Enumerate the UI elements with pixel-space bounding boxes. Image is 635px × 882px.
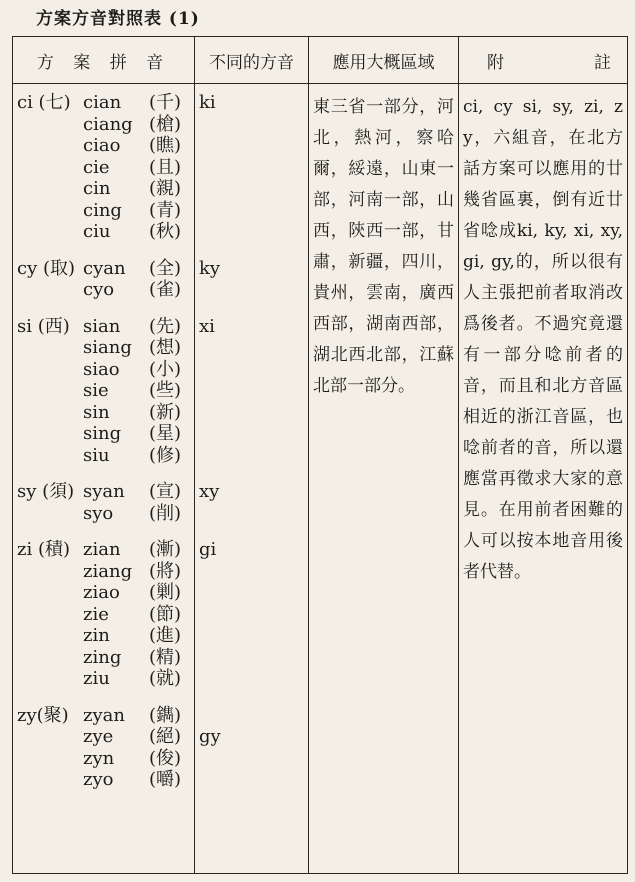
scheme-row [13, 402, 194, 424]
pinyin-spelling: zyn [83, 747, 115, 769]
pinyin-spelling: ciu [83, 221, 111, 242]
pinyin-spelling: zie [83, 603, 109, 625]
example-character: (削) [149, 502, 182, 524]
pinyin-spelling: sie [83, 380, 109, 401]
example-character: (剿) [149, 582, 182, 603]
initial-label: sy (須) [17, 481, 75, 502]
pinyin-spelling: siu [83, 444, 110, 466]
example-character: (宣) [149, 481, 182, 502]
example-character: (些) [149, 380, 182, 401]
dialect-sound: ki [199, 92, 216, 113]
pinyin-spelling: ziang [83, 560, 133, 582]
dialect-spacer [195, 402, 308, 424]
example-character: (絕) [149, 726, 182, 747]
example-character: (槍) [149, 113, 182, 135]
scheme-row [13, 539, 194, 561]
scheme-row [13, 769, 194, 791]
scheme-row [13, 258, 194, 280]
example-character: (全) [149, 257, 182, 279]
example-character: (星) [149, 423, 182, 444]
pinyin-spelling: cin [83, 178, 111, 199]
region-column [309, 84, 459, 874]
dialect-spacer [195, 135, 308, 157]
note-text: ci, cy si, sy, zi, zy，六組音，在北方話方案可以應用的廿幾省區裏，倒有近廿省唸成ki, ky, xi, xy, gi, gy,的，所以很有人主張把前者取消改爲後者。不過究竟還有一部分唸前者的音，而且和北方音區相近的浙江音區，也唸前者的音，所以還應當再徵求大家的意見。在用前者困難的人可以按本地音用後者代替。 [463, 97, 623, 582]
pinyin-spelling: zing [83, 646, 122, 668]
scheme-group [13, 481, 194, 524]
scheme-row [13, 668, 194, 690]
scheme-row [13, 380, 194, 402]
example-character: (秋) [149, 221, 182, 242]
header-note-label [459, 48, 627, 73]
pinyin-spelling: ciang [83, 113, 133, 135]
pinyin-spelling: syan [83, 481, 125, 502]
pinyin-spelling: siao [83, 358, 120, 380]
example-character: (瞧) [149, 135, 182, 156]
scheme-row [13, 561, 194, 583]
example-character: (雀) [149, 279, 182, 300]
scheme-row [13, 503, 194, 525]
example-character: (精) [149, 646, 182, 668]
dialect-sound: ky [199, 257, 221, 279]
dialect-group [195, 539, 308, 690]
scheme-row [13, 221, 194, 243]
dialect-group [195, 481, 308, 524]
dialect-spacer [195, 625, 308, 647]
pinyin-spelling: syo [83, 502, 114, 524]
pinyin-spelling: ciao [83, 135, 121, 156]
scheme-row [13, 604, 194, 626]
example-character: (千) [149, 92, 182, 113]
scheme-row [13, 359, 194, 381]
scheme-row [13, 316, 194, 338]
pinyin-spelling: siang [83, 337, 132, 358]
comparison-table [12, 36, 628, 874]
header-region [309, 37, 459, 84]
dialect-spacer [195, 604, 308, 626]
example-character: (進) [149, 625, 182, 646]
scheme-group [13, 92, 194, 243]
example-character: (親) [149, 178, 182, 199]
pinyin-spelling: zyo [83, 769, 114, 790]
page-title: 方案方音對照表 (1) [36, 9, 200, 29]
pinyin-spelling: sian [83, 315, 121, 337]
dialect-spacer [195, 582, 308, 604]
header-note-left: 附 [487, 52, 504, 73]
scheme-group [13, 258, 194, 301]
scheme-row [13, 445, 194, 467]
dialect-group [195, 258, 308, 301]
example-character: (小) [149, 358, 182, 380]
dialect-spacer [195, 423, 308, 445]
header-row [13, 37, 628, 84]
header-region-label: 應用大概區域 [332, 52, 435, 73]
dialect-spacer [195, 114, 308, 136]
dialect-sound: gi [199, 539, 217, 560]
initial-label: ci (七) [17, 92, 71, 113]
pinyin-spelling: cie [83, 156, 110, 178]
scheme-row [13, 481, 194, 503]
scheme-row [13, 200, 194, 222]
note-column [459, 84, 628, 874]
pinyin-spelling: cyan [83, 257, 126, 279]
scheme-row [13, 135, 194, 157]
dialect-spacer [195, 359, 308, 381]
pinyin-spelling: ziao [83, 582, 120, 603]
dialect-spacer [195, 705, 308, 727]
pinyin-spelling: cing [83, 199, 122, 221]
example-character: (新) [149, 401, 182, 423]
dialect-spacer [195, 380, 308, 402]
example-character: (嚼) [149, 769, 182, 790]
scheme-row [13, 705, 194, 727]
dialect-spacer [195, 279, 308, 301]
scheme-row [13, 423, 194, 445]
region-text: 東三省一部分，河北，熱河，察哈爾，綏遠，山東一部，河南一部，山西，陝西一部，甘肅，新疆，四川，貴州，雲南，廣西西部，湖南西部，湖北西北部，江蘇北部一部分。 [313, 97, 454, 396]
scheme-row [13, 647, 194, 669]
header-note [459, 37, 628, 84]
scheme-group [13, 705, 194, 791]
example-character: (青) [149, 199, 182, 221]
scheme-groups [13, 84, 194, 791]
example-character: (俊) [149, 747, 182, 769]
header-scheme [13, 37, 195, 84]
example-character: (修) [149, 444, 182, 466]
initial-label: zi (積) [17, 539, 71, 560]
scheme-group [13, 316, 194, 467]
dialect-sound: xi [199, 315, 215, 337]
scheme-row [13, 337, 194, 359]
pinyin-spelling: sing [83, 423, 122, 444]
example-character: (鐫) [149, 704, 182, 726]
example-character: (且) [149, 156, 182, 178]
dialect-group [195, 705, 308, 791]
dialect-spacer [195, 647, 308, 669]
example-character: (就) [149, 668, 182, 689]
dialect-spacer [195, 668, 308, 690]
dialect-groups [195, 84, 308, 791]
pinyin-spelling: sin [83, 401, 110, 423]
scheme-row [13, 582, 194, 604]
dialect-group [195, 316, 308, 467]
header-dialect-label: 不同的方音 [209, 52, 294, 73]
scheme-row [13, 157, 194, 179]
dialect-spacer [195, 337, 308, 359]
dialect-column [195, 84, 309, 874]
scheme-row [13, 92, 194, 114]
header-scheme-label: 方 案 拼 音 [36, 52, 171, 73]
pinyin-spelling: zyan [83, 704, 125, 726]
example-character: (漸) [149, 539, 182, 560]
scheme-row [13, 625, 194, 647]
initial-label: zy(聚) [17, 704, 69, 726]
dialect-spacer [195, 561, 308, 583]
pinyin-spelling: zian [83, 539, 121, 560]
dialect-spacer [195, 503, 308, 525]
initial-label: si (西) [17, 315, 70, 337]
header-note-right: 註 [594, 52, 611, 73]
dialect-spacer [195, 178, 308, 200]
scheme-row [13, 178, 194, 200]
dialect-spacer [195, 200, 308, 222]
scheme-group [13, 539, 194, 690]
dialect-sound: gy [199, 726, 221, 747]
example-character: (將) [149, 560, 182, 582]
example-character: (想) [149, 337, 182, 358]
initial-label: cy (取) [17, 257, 76, 279]
scheme-row [13, 279, 194, 301]
pinyin-spelling: ziu [83, 668, 110, 689]
pinyin-spelling: cyo [83, 279, 115, 300]
scheme-column [13, 84, 195, 874]
dialect-spacer [195, 445, 308, 467]
pinyin-spelling: zye [83, 726, 114, 747]
header-dialect [195, 37, 309, 84]
dialect-spacer [195, 769, 308, 791]
example-character: (先) [149, 315, 182, 337]
pinyin-spelling: zin [83, 625, 110, 646]
dialect-spacer [195, 157, 308, 179]
scheme-row [13, 748, 194, 770]
pinyin-spelling: cian [83, 92, 122, 113]
example-character: (節) [149, 603, 182, 625]
dialect-sound: xy [199, 481, 220, 502]
dialect-spacer [195, 748, 308, 770]
dialect-group [195, 92, 308, 243]
dialect-spacer [195, 221, 308, 243]
body-row [13, 84, 628, 874]
scheme-row [13, 114, 194, 136]
scheme-row [13, 726, 194, 748]
